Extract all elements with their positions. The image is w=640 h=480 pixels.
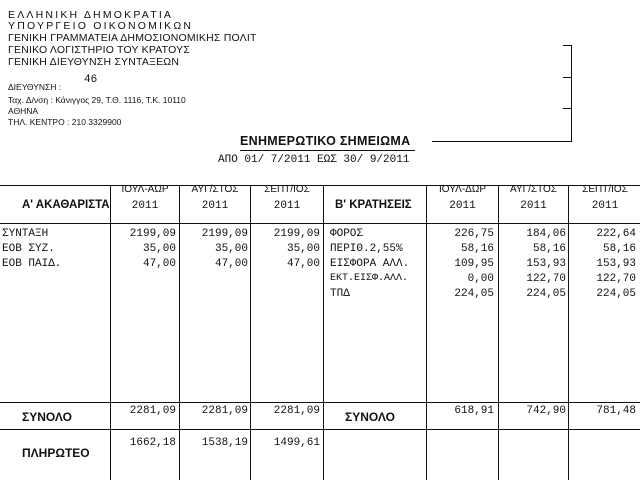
right-row-value: 224,05 bbox=[454, 288, 494, 300]
header-line-2: ΥΠΟΥΡΓΕΙΟ ΟΙΚΟΝΟΜΙΚΩΝ bbox=[8, 20, 194, 32]
year-header: 2011 bbox=[520, 200, 547, 212]
total-label-right: ΣΥΝΟΛΟ bbox=[345, 410, 395, 424]
header-line-4: ΓΕΝΙΚΟ ΛΟΓΙΣΤΗΡΙΟ ΤΟΥ ΚΡΑΤΟΥΣ bbox=[8, 44, 191, 56]
year-header: 2011 bbox=[131, 200, 159, 212]
month-header-jul: ΙΟΥΛ-ΑΩΡ bbox=[121, 184, 169, 195]
col-divider-5 bbox=[426, 185, 427, 480]
year-header: 2011 bbox=[449, 200, 476, 212]
year-header: 2011 bbox=[591, 200, 619, 212]
left-row-value: 2199,09 bbox=[129, 228, 176, 240]
bracket-bottom bbox=[432, 141, 572, 142]
right-row-value: 153,93 bbox=[526, 258, 566, 270]
left-row-value: 2199,09 bbox=[273, 228, 320, 240]
right-row-value: 184,06 bbox=[526, 228, 566, 240]
table-payable-border bbox=[0, 429, 640, 430]
year-header: 2011 bbox=[201, 200, 229, 212]
table-totals-border bbox=[0, 402, 640, 403]
total-label-left: ΣΥΝΟΛΟ bbox=[22, 410, 72, 424]
payable-value: 1538,19 bbox=[201, 437, 248, 449]
right-row-label: ΕΙΣΦΟΡΑ ΑΛΛ. bbox=[330, 258, 410, 270]
right-row-value: 153,93 bbox=[596, 258, 636, 270]
header-line-3: ΓΕΝΙΚΗ ΓΡΑΜΜΑΤΕΙΑ ΔΗΜΟΣΙΟΝΟΜΙΚΗΣ ΠΟΛΙΤ bbox=[8, 32, 257, 44]
right-total-value: 781,48 bbox=[596, 405, 636, 417]
col-divider-1 bbox=[110, 185, 111, 480]
section-gross-label: Α' ΑΚΑΘΑΡΙΣΤΑ bbox=[22, 199, 110, 211]
right-row-value: 58,16 bbox=[460, 243, 494, 255]
right-row-label: ΤΠΔ bbox=[330, 288, 350, 300]
left-row-value: 35,00 bbox=[142, 243, 176, 255]
document-title: ΕΝΗΜΕΡΩΤΙΚΟ ΣΗΜΕΙΩΜΑ bbox=[240, 134, 411, 148]
left-total-value: 2281,09 bbox=[129, 405, 176, 417]
right-row-value: 122,70 bbox=[526, 273, 566, 285]
header-line-1: ΕΛΛΗΝΙΚΗ ΔΗΜΟΚΡΑΤΙΑ bbox=[8, 9, 174, 21]
col-divider-3 bbox=[250, 185, 251, 480]
bracket-vertical bbox=[571, 45, 572, 142]
table-header-border bbox=[0, 223, 640, 224]
left-row-value: 47,00 bbox=[214, 258, 248, 270]
right-row-value: 0,00 bbox=[467, 273, 494, 285]
col-divider-6 bbox=[498, 185, 499, 480]
phone: ΤΗΛ. ΚΕΝΤΡΟ : 210 3329900 bbox=[8, 117, 122, 127]
right-row-value: 58,16 bbox=[602, 243, 636, 255]
header-line-5: ΓΕΝΙΚΗ ΔΙΕΥΘΥΝΣΗ ΣΥΝΤΑΞΕΩΝ bbox=[8, 56, 180, 68]
month-header-sep: ΣΕΠΤ/ΙΟΣ bbox=[264, 184, 310, 195]
right-total-value: 618,91 bbox=[454, 405, 494, 417]
month-header-sep-right: ΣΕΠΤ/ΙΟΣ bbox=[582, 184, 628, 195]
right-row-value: 224,05 bbox=[526, 288, 566, 300]
payable-value: 1499,61 bbox=[273, 437, 320, 449]
month-header-aug-right: ΑΥΓ/ΣΤΟΣ bbox=[510, 184, 557, 195]
right-row-value: 226,75 bbox=[454, 228, 494, 240]
right-row-label: ΕΚΤ.ΕΙΣΦ.ΑΛΛ. bbox=[330, 273, 409, 284]
right-row-value: 122,70 bbox=[596, 273, 636, 285]
section-deductions-label: Β' ΚΡΑΤΗΣΕΙΣ bbox=[335, 199, 412, 211]
left-row-value: 47,00 bbox=[286, 258, 320, 270]
col-divider-4 bbox=[323, 185, 324, 480]
directorate-label: ΔΙΕΥΘΥΝΣΗ : bbox=[8, 82, 62, 92]
city: ΑΘΗΝΑ bbox=[8, 106, 39, 116]
right-row-value: 222,64 bbox=[596, 228, 636, 240]
right-total-value: 742,90 bbox=[526, 405, 566, 417]
left-row-label: ΕΟΒ ΠΑΙΔ. bbox=[2, 258, 62, 270]
left-row-label: ΕΟΒ ΣΥΖ. bbox=[2, 243, 55, 255]
year-header: 2011 bbox=[273, 200, 301, 212]
right-row-value: 109,95 bbox=[454, 258, 494, 270]
left-row-label: ΣΥΝΤΑΞΗ bbox=[2, 228, 49, 240]
left-row-value: 35,00 bbox=[286, 243, 320, 255]
right-row-value: 58,16 bbox=[532, 243, 566, 255]
right-row-value: 224,05 bbox=[596, 288, 636, 300]
directorate-number: 46 bbox=[84, 74, 98, 86]
period: ΑΠΟ 01/ 7/2011 ΕΩΣ 30/ 9/2011 bbox=[218, 154, 410, 166]
right-row-label: ΦΟΡΟΣ bbox=[330, 228, 364, 240]
left-row-value: 35,00 bbox=[214, 243, 248, 255]
left-total-value: 2281,09 bbox=[273, 405, 320, 417]
right-row-label: ΠΕΡΙΘ.2,55% bbox=[330, 243, 403, 255]
payable-value: 1662,18 bbox=[129, 437, 176, 449]
month-header-aug: ΑΥΓ/ΣΤΟΣ bbox=[191, 184, 239, 195]
left-row-value: 47,00 bbox=[142, 258, 176, 270]
title-underline bbox=[240, 150, 415, 151]
payable-label: ΠΛΗΡΩΤΕΟ bbox=[22, 446, 90, 460]
address: Ταχ. Δ/νση : Κάνιγγος 29, Τ.Θ. 1116, Τ.Κ. 10110 bbox=[8, 95, 186, 105]
col-divider-2 bbox=[179, 185, 180, 480]
col-divider-7 bbox=[568, 185, 569, 480]
month-header-jul-right: ΙΟΥΛ-ΔΩΡ bbox=[439, 184, 486, 195]
left-total-value: 2281,09 bbox=[201, 405, 248, 417]
left-row-value: 2199,09 bbox=[201, 228, 248, 240]
